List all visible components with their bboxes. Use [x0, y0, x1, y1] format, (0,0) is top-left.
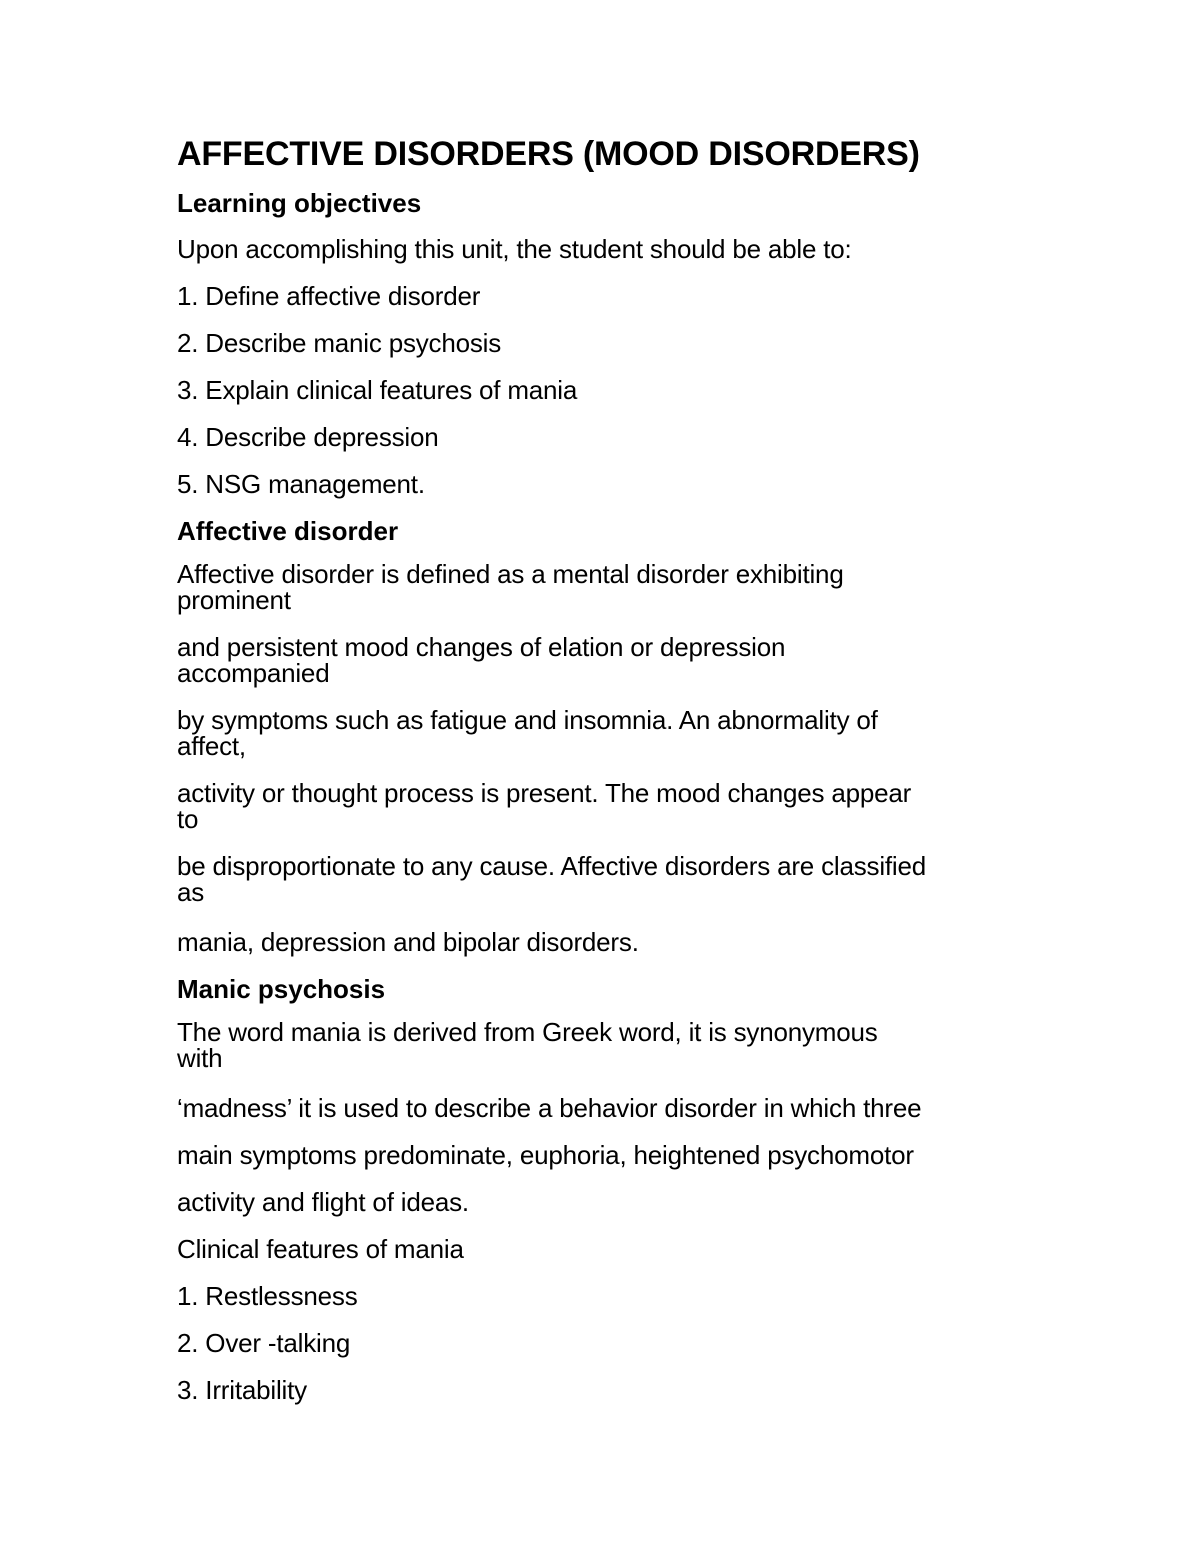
clinical-features-label: Clinical features of mania [177, 1234, 464, 1264]
line-wrap: accompanied [177, 658, 330, 688]
manic-psychosis-first-line [177, 1019, 1037, 1071]
line-main: by symptoms such as fatigue and insomnia. An abnormality of [177, 705, 878, 735]
line-main: be disproportionate to any cause. Affective disorders are classified [177, 851, 927, 881]
line-wrap: prominent [177, 585, 291, 615]
line-wrap: to [177, 804, 199, 834]
manic-psychosis-line: activity and flight of ideas. [177, 1187, 469, 1217]
line-main: The word mania is derived from Greek word, it is synonymous [177, 1017, 878, 1047]
line-wrap: with [177, 1043, 223, 1073]
line-main: Affective disorder is defined as a mental disorder exhibiting [177, 559, 844, 589]
objective-item: 3. Explain clinical features of mania [177, 375, 578, 405]
manic-psychosis-line: main symptoms predominate, euphoria, heightened psychomotor [177, 1140, 914, 1170]
objective-item: 2. Describe manic psychosis [177, 328, 502, 358]
learning-objectives-heading: Learning objectives [177, 188, 422, 218]
manic-psychosis-heading: Manic psychosis [177, 974, 386, 1004]
affective-disorder-line [177, 853, 1037, 905]
clinical-feature-item: 2. Over -talking [177, 1328, 351, 1358]
clinical-feature-item: 1. Restlessness [177, 1281, 358, 1311]
line-wrap: as [177, 877, 205, 907]
document-content [177, 133, 1037, 1421]
affective-disorder-line [177, 634, 1037, 686]
line-main: and persistent mood changes of elation or depression [177, 632, 786, 662]
line-wrap: affect, [177, 731, 246, 761]
affective-disorder-last-line: mania, depression and bipolar disorders. [177, 927, 639, 957]
affective-disorder-line [177, 780, 1037, 832]
affective-disorder-line [177, 561, 1037, 613]
objective-item: 5. NSG management. [177, 469, 425, 499]
objective-item: 4. Describe depression [177, 422, 439, 452]
objectives-intro: Upon accomplishing this unit, the student should be able to: [177, 234, 852, 264]
document-title: AFFECTIVE DISORDERS (MOOD DISORDERS) [177, 135, 920, 173]
affective-disorder-heading: Affective disorder [177, 516, 399, 546]
clinical-feature-item: 3. Irritability [177, 1375, 307, 1405]
affective-disorder-line [177, 707, 1037, 759]
objective-item: 1. Define affective disorder [177, 281, 481, 311]
line-main: activity or thought process is present. The mood changes appear [177, 778, 912, 808]
manic-psychosis-line: ‘madness’ it is used to describe a behavior disorder in which three [177, 1093, 922, 1123]
